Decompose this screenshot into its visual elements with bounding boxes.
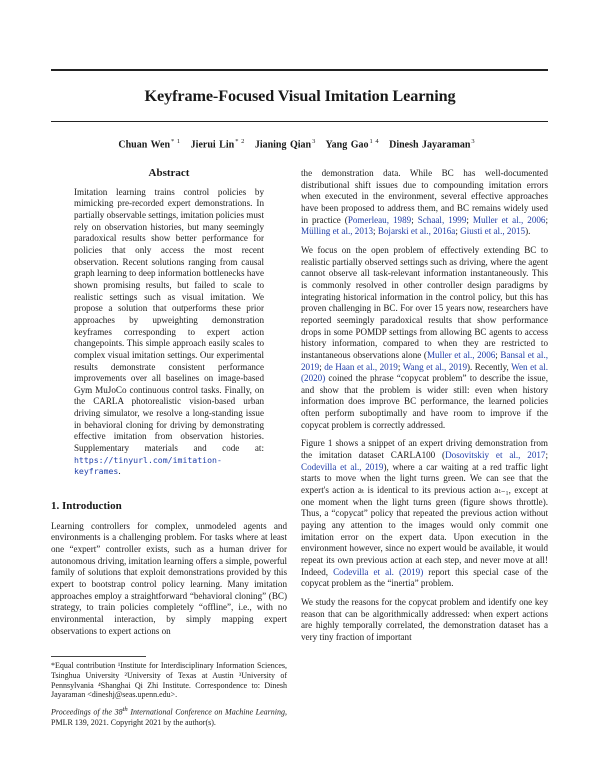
body-paragraph-3: Figure 1 shows a snippet of an expert driving demonstration from the imitation dataset CARLA100 (Dosovitskiy et al., 2017; Codevilla et al., 2019), where a car waiting at a red traffic light starts to move when the light turns green. We can see that the expert's action aₜ is identical to its previous action aₜ₋₁, except at one moment when the light turns green (figure shows throttle). Thus, a “copycat” policy that repeated the previous action without paying any attention to the images would only commit one imitation error on the expert data. Upon execution in the environment however, since no expert would be available, it would repeat its own previous action at each step, and never move at all! Indeed, Codevilla et al. (2019) report this special case of the copycat problem as the “inertia” problem. [301, 438, 549, 589]
abstract-text: Imitation learning trains control policies by mimicking pre-recorded expert demonstrations. In partially observable settings, imitation policies must rely on observation histories, but many seemingly paradoxical results show better performance for policies that only access the most recent observation. Recent solutions ranging from causal graph learning to deep information bottlenecks have shown promising results, but failed to scale to realistic settings such as visual imitation. We propose a solution that outperforms these prior approaches by upweighting demonstration keyframes corresponding to expert action changepoints. This simple approach easily scales to complex visual imitation settings. Our experimental results demonstrate consistent performance improvements over all baselines on image-based Gym MuJoCo continuous control tasks. Finally, on the CARLA photorealistic vision-based urban driving simulator, we resolve a long-standing issue in behavioral cloning for driving by demonstrating effective imitation from observation histories. Supplementary materials and code at: [74, 186, 264, 454]
author-list [0, 138, 600, 150]
author-name: Chuan Wen [118, 139, 171, 151]
abstract-end: . [118, 466, 121, 477]
citation-link[interactable]: Muller et al., 2006 [426, 349, 496, 360]
abstract-body [74, 187, 264, 478]
body-paragraph-4: We study the reasons for the copycat problem and identify one key reason that can be algorithmically addressed: when expert actions are highly temporally correlated, the demonstration dataset has a very tiny fraction of important [301, 596, 548, 642]
right-column [301, 168, 548, 651]
paper-title: Keyframe-Focused Visual Imitation Learning [144, 87, 456, 105]
left-column [51, 168, 287, 644]
abstract-heading: Abstract [148, 167, 190, 179]
footnotes [51, 656, 287, 732]
citation-link[interactable]: Giusti et al., 2015 [460, 226, 526, 237]
body-paragraph-1: the demonstration data. While BC has well-documented distributional shift issues due to compounding imitation errors when executed in the environment, several effective approaches have been proposed to address them, and BC remains widely used in practice (Pomerleau, 1989; Schaal, 1999; Muller et al., 2006; Mülling et al., 2013; Bojarski et al., 2016a; Giusti et al., 2015). [301, 168, 548, 237]
author-marks: 3 [312, 138, 316, 145]
author-name: Jierui Lin [190, 139, 235, 151]
supplementary-link[interactable]: https://tinyurl.com/imitation-keyframes [74, 454, 222, 477]
author-marks: * 2 [235, 138, 245, 145]
author-name: Jianing Qian [254, 139, 312, 151]
author-marks: 3 [471, 138, 475, 145]
title-top-rule [51, 69, 548, 71]
affiliations-footnote: *Equal contribution ¹Institute for Interdisciplinary Information Sciences, Tsinghua University ²University of Texas at Austin ³University of Pennsylvania ⁴Shanghai Qi Zhi Institute. Correspondence to: Dinesh Jayaraman <dineshj@seas.upenn.edu>. [51, 661, 287, 700]
footnote-rule [51, 656, 146, 657]
citation-link[interactable]: Codevilla et al., 2019 [301, 461, 384, 472]
body-paragraph-2: We focus on the open problem of effectively extending BC to realistic partially observed settings such as driving, where the agent cannot observe all task-relevant information instantaneously. This is commonly resolved in other controller design paradigms by integrating historical information in the control policy, but this has proven challenging in BC. For over 15 years now, researchers have reported seemingly paradoxical results that show performance drops in some POMDP settings from allowing BC agents to access history information, compared to when they are restricted to instantaneous observations alone (Muller et al., 2006; Bansal et al., 2019; de Haan et al., 2019; Wang et al., 2019). Recently, Wen et al. (2020) coined the phrase “copycat problem” to describe the issue, and show that the problem is wider still: even when history information does improve BC performance, the learned policies often perform suboptimally and have room to improve if the copycat problem is correctly addressed. [301, 244, 548, 430]
citation-link[interactable]: Muller et al., 2006 [472, 214, 546, 225]
section-heading-introduction: 1. Introduction [51, 500, 122, 513]
intro-paragraph: Learning controllers for complex, unmodeled agents and environments is a challenging problem. For tasks where at least one “expert” controller exists, such as a human driver for autonomous driving, imitation learning offers a simple, powerful family of solutions that exploit demonstrations provided by this expert to bootstrap control policy learning. Many imitation approaches employ a straightforward “behavioral cloning” (BC) strategy, to train policies completely “offline”, i.e., with no environmental interaction, by simply mapping expert observations to expert actions on [51, 520, 287, 636]
citation-link[interactable]: Pomerleau, 1989 [347, 214, 412, 225]
citation-link[interactable]: Bansal et al., 2019 [301, 349, 548, 372]
author-name: Yang Gao [325, 139, 369, 151]
citation-link[interactable]: Wang et al., 2019 [402, 361, 468, 372]
citation-link[interactable]: Wen et al. (2020) [301, 361, 548, 384]
citation-link[interactable]: Bojarski et al., 2016a [377, 226, 456, 237]
citation-link[interactable]: Mülling et al., 2013 [301, 226, 373, 237]
title-bottom-rule [51, 121, 548, 122]
author-marks: 1 4 [369, 138, 379, 145]
author-name: Dinesh Jayaraman [389, 139, 471, 151]
citation-link[interactable]: Schaal, 1999 [417, 214, 467, 225]
author-marks: * 1 [171, 138, 181, 145]
citation-link[interactable]: Codevilla et al. (2019) [333, 566, 424, 577]
citation-link[interactable]: Dosovitskiy et al., 2017 [445, 450, 546, 461]
proceedings-note: Proceedings of the 38th International Conference on Machine Learning, PMLR 139, 2021. Copyright 2021 by the author(s). [51, 706, 287, 727]
citation-link[interactable]: de Haan et al., 2019 [324, 361, 398, 372]
